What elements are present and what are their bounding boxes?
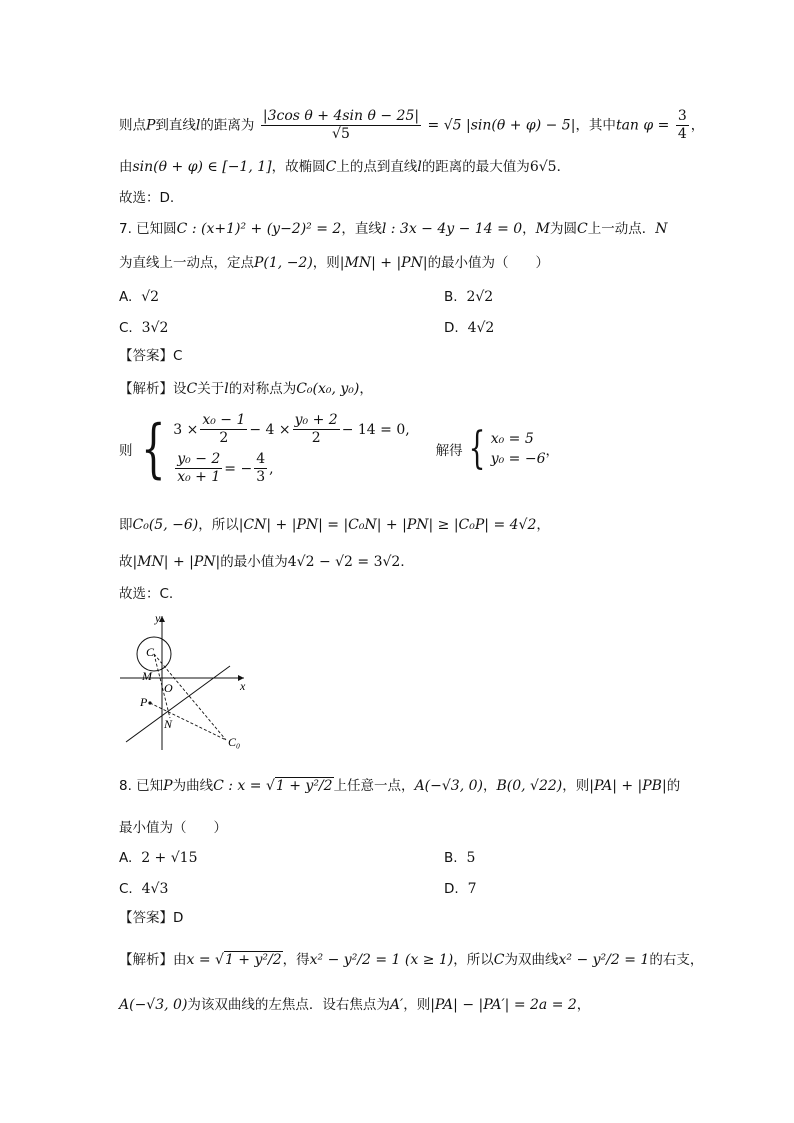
math: 6√5	[529, 159, 557, 175]
text: ，其中	[575, 117, 616, 134]
numerator: 3	[677, 108, 687, 124]
text: 为该双曲线的左焦点．设右焦点为	[187, 997, 390, 1013]
math: |CN| + |PN| = |C₀N| + |PN| ≥ |C₀P| = 4√2	[238, 517, 537, 533]
system-row-2	[173, 451, 409, 486]
text: 为双曲线	[504, 952, 559, 968]
math: P	[163, 778, 173, 794]
text: ，则	[312, 255, 340, 271]
option-label: B.	[444, 289, 458, 305]
option-value: 5	[466, 850, 476, 866]
text: 7. 已知圆	[119, 221, 177, 237]
math: l	[417, 159, 422, 175]
n-label: N	[164, 717, 173, 731]
fraction	[293, 412, 340, 447]
text: 的	[666, 778, 681, 794]
answer-choice-6: 故选：D.	[119, 190, 175, 206]
text-line-max	[119, 157, 570, 177]
math: 3 ×	[173, 421, 199, 438]
text-line-distance	[119, 108, 704, 143]
text: ，	[536, 517, 550, 533]
numerator: 4	[256, 451, 266, 467]
math: sin(θ + φ) ∈ [−1, 1]	[132, 159, 272, 175]
denominator: 2	[219, 430, 229, 446]
denominator: 2	[311, 430, 321, 446]
fraction	[200, 412, 247, 447]
denominator: √5	[332, 126, 350, 142]
math: C	[186, 381, 198, 397]
text: 的距离的最大值为	[421, 159, 530, 175]
q8-answer: 【答案】D	[119, 910, 184, 926]
math: C : (x+1)² + (y−2)² = 2	[176, 221, 342, 237]
text: ，则	[403, 997, 431, 1013]
text: 关于	[197, 381, 225, 397]
text: ，	[482, 778, 497, 794]
math: x² − y²/2 = 1	[558, 952, 650, 968]
math: − 4 ×	[249, 421, 291, 438]
math: = √5 |sin(θ + φ) − 5|	[427, 117, 576, 134]
math: P(1, −2)	[254, 255, 313, 271]
denominator: 4	[677, 126, 687, 142]
math: |PA| + |PB|	[589, 778, 667, 794]
c0-label: C₀	[228, 735, 241, 749]
text: ，	[690, 117, 705, 134]
text: 的右支，	[649, 952, 704, 968]
option-label: C.	[119, 881, 133, 897]
math: y₀ = −6	[490, 451, 546, 467]
solution-rows	[491, 431, 546, 467]
p-label: P	[140, 695, 148, 709]
math: |MN| + |PN|	[339, 255, 428, 271]
math: 4√2 − √2 = 3√2	[287, 554, 401, 570]
question-7-line1	[119, 219, 667, 239]
tan-fraction	[676, 108, 689, 143]
option-label: B.	[444, 850, 458, 866]
o-label: O	[164, 681, 173, 695]
math-radicand: 1 + y²/2	[275, 778, 333, 794]
option-value: √2	[141, 289, 160, 305]
q8-option-d	[444, 879, 477, 899]
math-radicand: 1 + y²/2	[224, 952, 282, 968]
numerator: y₀ + 2	[294, 412, 338, 428]
text: ．	[556, 159, 571, 175]
math: x₀ = 5	[490, 431, 534, 447]
sqrt-sign: √	[265, 778, 275, 794]
fraction	[175, 451, 222, 486]
option-label: A.	[119, 850, 133, 866]
option-value: 3√2	[141, 320, 169, 336]
q7-option-c	[119, 318, 168, 338]
math: tan φ =	[615, 117, 670, 134]
math: l	[224, 381, 229, 397]
q7-option-a	[119, 287, 159, 307]
dashed-p-c0	[150, 703, 226, 740]
q7-option-b	[444, 287, 493, 307]
math: C	[493, 952, 505, 968]
math: ,	[269, 460, 274, 477]
x-label: x	[240, 679, 246, 693]
option-label: D.	[444, 881, 459, 897]
text: 到直线	[155, 117, 196, 134]
text: 上一动点．	[587, 221, 656, 237]
text: 解得	[435, 443, 463, 459]
text: 则点	[119, 117, 146, 134]
math: l : 3x − 4y − 14 = 0	[381, 221, 523, 237]
q7-solution-line3	[119, 515, 550, 535]
text: 的最小值为（ ）	[427, 255, 550, 271]
text: 【解析】设	[119, 381, 187, 397]
q7-option-d	[444, 318, 494, 338]
text: ，则	[562, 778, 590, 794]
math: P	[146, 117, 156, 134]
text: 为直线上一动点，定点	[119, 255, 254, 271]
math: A(−√3, 0)	[414, 778, 483, 794]
q7-answer: 【答案】C	[119, 348, 183, 364]
option-value: 7	[467, 881, 477, 897]
point-p	[148, 701, 151, 704]
math: C₀(5, −6)	[132, 517, 199, 533]
q7-figure	[118, 610, 258, 755]
brace-symbol: {	[140, 412, 166, 486]
q8-option-b	[444, 848, 475, 868]
option-value: 4√2	[467, 320, 495, 336]
question-7-line2	[119, 253, 549, 273]
math: = −	[224, 460, 253, 477]
text: 的对称点为	[228, 381, 297, 397]
math: |PA| − |PA′| = 2a = 2	[430, 997, 577, 1013]
system-rows	[173, 412, 409, 486]
math: N	[655, 221, 668, 237]
brace-symbol: {	[468, 423, 486, 474]
question-8-line2: 最小值为（ ）	[119, 820, 227, 836]
q8-option-a	[119, 848, 197, 868]
math: |MN| + |PN|	[132, 554, 221, 570]
system-row-1	[173, 412, 409, 447]
math: C : x =	[213, 778, 262, 794]
system	[119, 412, 559, 486]
option-value: 4√3	[141, 881, 169, 897]
text: ，	[359, 381, 373, 397]
denominator: x₀ + 1	[177, 469, 221, 485]
math: A(−√3, 0)	[119, 997, 188, 1013]
q7-solution-line4	[119, 552, 414, 572]
text: ，所以	[198, 517, 239, 533]
question-8-line1	[119, 776, 680, 796]
option-value: 2 + √15	[141, 850, 198, 866]
text: 为曲线	[172, 778, 214, 794]
math: A′	[389, 997, 404, 1013]
text: ，	[576, 997, 591, 1013]
text: 即	[119, 517, 133, 533]
text: 的最小值为	[220, 554, 288, 570]
q8-solution-line2	[119, 995, 590, 1015]
text: 由	[119, 159, 133, 175]
text: ，得	[282, 952, 310, 968]
text: ，	[545, 443, 559, 459]
q7-solution-line1	[119, 379, 373, 399]
text: 的距离为	[200, 117, 255, 134]
math: C₀(x₀, y₀)	[296, 381, 360, 397]
sqrt-sign: √	[215, 952, 224, 968]
math: − 14 = 0,	[341, 421, 410, 438]
c-label: C	[146, 645, 155, 659]
text: ，所以	[453, 952, 494, 968]
numerator: |3cos θ + 4sin θ − 25|	[262, 108, 420, 124]
q8-solution-line1	[119, 950, 703, 970]
numerator: y₀ − 2	[177, 451, 221, 467]
fraction	[254, 451, 267, 486]
option-label: D.	[444, 320, 459, 336]
text: 为圆	[550, 221, 577, 237]
option-value: 2√2	[466, 289, 494, 305]
m-label: M	[142, 669, 152, 683]
text: 上的点到直线	[336, 159, 418, 175]
option-label: A.	[119, 289, 133, 305]
denominator: 3	[256, 469, 266, 485]
text: 【解析】由	[119, 952, 187, 968]
text: 8. 已知	[119, 778, 164, 794]
text: 故	[119, 554, 133, 570]
option-label: C.	[119, 320, 133, 336]
y-label: y	[155, 611, 161, 625]
text: 上任意一点，	[333, 778, 415, 794]
text: 则	[119, 443, 133, 459]
math: M	[535, 221, 550, 237]
math: C	[577, 221, 588, 237]
numerator: x₀ − 1	[202, 412, 246, 428]
text: ，	[522, 221, 536, 237]
math: x =	[186, 952, 211, 968]
math: C	[325, 159, 337, 175]
math: x² − y²/2 = 1 (x ≥ 1)	[309, 952, 454, 968]
text: ，直线	[341, 221, 382, 237]
q7-choice: 故选：C.	[119, 586, 174, 602]
text: ．	[400, 554, 414, 570]
q8-option-c	[119, 879, 168, 899]
math: B(0, √22)	[496, 778, 563, 794]
text: ，故椭圆	[271, 159, 326, 175]
q7-equation-system	[119, 412, 559, 486]
math: l	[195, 117, 201, 134]
distance-fraction	[261, 108, 421, 143]
